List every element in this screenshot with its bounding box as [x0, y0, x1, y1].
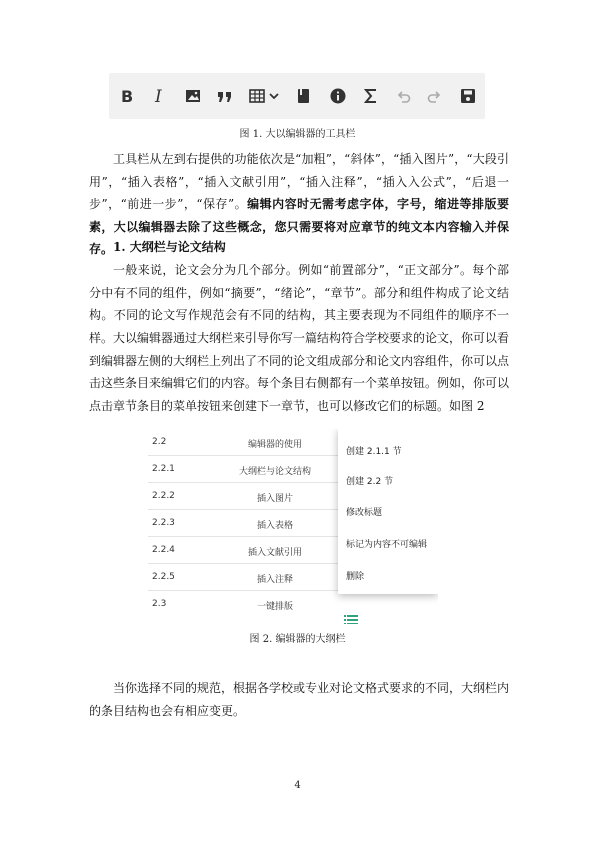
outline-row-num: 2.2.2: [152, 491, 175, 501]
figure1-caption: 图 1. 大以编辑器的工具栏: [239, 129, 356, 140]
outline-row-num: 2.3: [152, 599, 167, 609]
outline-row-title: 插入文献引用: [247, 548, 302, 558]
editor-toolbar: [109, 73, 485, 119]
outline-row[interactable]: [148, 429, 338, 456]
paragraph-standards: 当你选择不同的规范，根据各学校或专业对论文格式要求的不同，大纲栏内的条目结构也会有相应变更。: [89, 681, 510, 718]
outline-row[interactable]: [148, 591, 338, 617]
svg-text:I: I: [155, 87, 162, 105]
svg-text:B: B: [121, 87, 134, 105]
outline-row[interactable]: [148, 537, 338, 564]
menu-item-delete[interactable]: 删除: [346, 572, 365, 582]
paragraph-structure: 一般来说，论文会分为几个部分。例如“前置部分”，“正文部分”。每个部分中有不同的组件，例如“摘要”，“绪论”，“章节”。部分和组件构成了论文结构。不同的论文写作规范会有不同的结构，其主要表现为不同组件的顺序不一样。: [89, 263, 509, 345]
outline-row-num: 2.2.3: [152, 518, 175, 528]
outline-row[interactable]: [148, 483, 338, 510]
para1-bold: 编辑内容时无需考虑字体，字号，缩进等排版要素，大以编辑器去除了这些概念，您只需要将对应章节的纯文本内容输入并保存。: [89, 197, 509, 256]
bold-icon[interactable]: [119, 87, 137, 105]
outline-row-title: 插入图片: [256, 494, 293, 504]
outline-row-title: 大纲栏与论文结构: [238, 467, 311, 477]
section-heading: 1. 大纲栏与论文结构: [113, 240, 226, 254]
outline-row[interactable]: [148, 510, 338, 537]
info-icon[interactable]: [329, 87, 347, 105]
menu-item-create-section[interactable]: 创建 2.2 节: [346, 477, 394, 487]
outline-row-title: 一键排版: [256, 602, 293, 612]
table-icon[interactable]: [248, 87, 266, 105]
context-menu: [338, 429, 438, 594]
save-icon[interactable]: [459, 87, 477, 105]
chevron-down-icon[interactable]: [268, 87, 280, 105]
menu-item-create-subsection[interactable]: 创建 2.1.1 节: [346, 447, 402, 457]
outline-row[interactable]: [148, 456, 338, 483]
outline-row-num: 2.2.5: [152, 572, 175, 582]
menu-item-rename[interactable]: 修改标题: [346, 508, 383, 518]
redo-icon[interactable]: [426, 87, 444, 105]
image-icon[interactable]: [184, 87, 202, 105]
undo-icon[interactable]: [394, 87, 412, 105]
outline-row-num: 2.2.4: [152, 545, 175, 555]
quote-icon[interactable]: [216, 87, 234, 105]
outline-row-title: 插入表格: [256, 521, 293, 531]
sigma-icon[interactable]: [362, 87, 380, 105]
para1-normal: 工具栏从左到右提供的功能依次是“加粗”，“斜体”，“插入图片”，“大段引用”，“插入表格”，“插入文献引用”，“插入注释”，“插入入公式”，“后退一步”，“前进一步”，“保存”。: [89, 152, 509, 211]
outline-row-title: 插入注释: [256, 575, 293, 585]
menu-item-lock-content[interactable]: 标记为内容不可编辑: [346, 540, 428, 550]
outline-row[interactable]: [148, 564, 338, 591]
outline-row-num: 2.2.1: [152, 464, 175, 474]
outline-panel-screenshot: [148, 429, 438, 624]
menu-list-icon[interactable]: [344, 610, 358, 620]
figure2-caption: 图 2. 编辑器的大纲栏: [249, 634, 346, 645]
bookmark-icon[interactable]: [294, 87, 312, 105]
outline-row-title: 编辑器的使用: [247, 440, 302, 450]
italic-icon[interactable]: [151, 87, 169, 105]
page-number: 4: [294, 780, 301, 791]
outline-row-num: 2.2: [152, 437, 167, 447]
paragraph-outline: 大以编辑器通过大纲栏来引导你写一篇结构符合学校要求的论文，你可以看到编辑器左侧的大纲栏上列出了不同的论文组成部分和论文内容组件，你可以点击这些条目来编辑它们的内容。每个条目右侧都有一个菜单按钮。例如，你可以点击章节条目的菜单按钮来创建下一章节，也可以修改它们的标题。如图 2: [89, 331, 510, 413]
